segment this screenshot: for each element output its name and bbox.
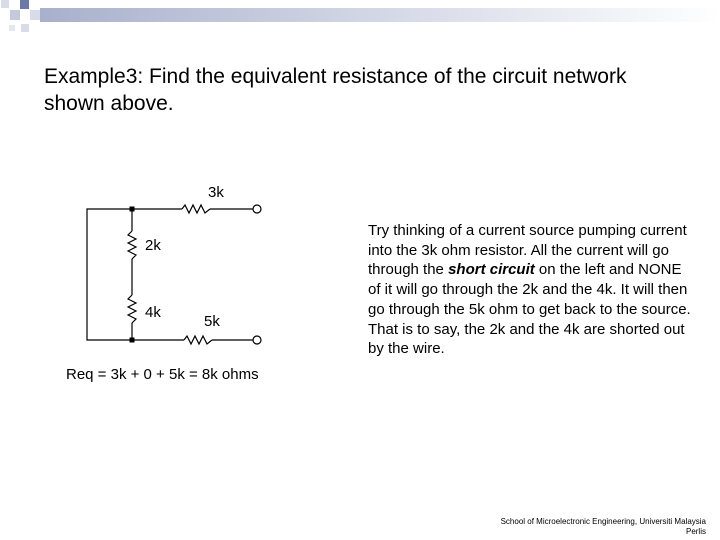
- explanation-text: [368, 221, 698, 359]
- node-bottom: [130, 338, 135, 343]
- bottom-terminal: [253, 336, 261, 344]
- circuit-diagram: [70, 178, 270, 358]
- label-3k: 3k: [208, 184, 224, 201]
- explanation-part-2: on the left and NONE of it will go through the 2k and the 4k. It will then go through the 5k ohm to get back to the source. That is to say, the 2k and the 4k are shorted out by the wire.: [368, 261, 691, 358]
- footer-line-1: School of Microelectronic Engineering, Universiti Malaysia: [500, 517, 706, 526]
- footer-line-2: Perlis: [685, 527, 706, 536]
- footer: [501, 517, 706, 537]
- header-decoration: [0, 0, 720, 40]
- label-5k: 5k: [204, 313, 220, 330]
- resistor-4k: [128, 295, 136, 323]
- resistor-5k: [184, 336, 212, 344]
- top-terminal: [253, 205, 261, 213]
- label-2k: 2k: [145, 237, 161, 254]
- explanation-part-1: Try thinking of a current source pumping current into the 3k ohm resistor. All the current will go through the: [368, 222, 687, 279]
- slide-title: Example3: Find the equivalent resistance of the circuit network shown above.: [44, 65, 627, 115]
- left-short-wire: [87, 209, 132, 340]
- resistor-3k: [182, 205, 210, 213]
- explanation-emphasis: short circuit: [448, 261, 535, 279]
- equation-caption: Req = 3k + 0 + 5k = 8k ohms: [66, 366, 259, 383]
- node-top: [130, 207, 135, 212]
- resistor-2k: [128, 231, 136, 259]
- label-4k: 4k: [145, 304, 161, 321]
